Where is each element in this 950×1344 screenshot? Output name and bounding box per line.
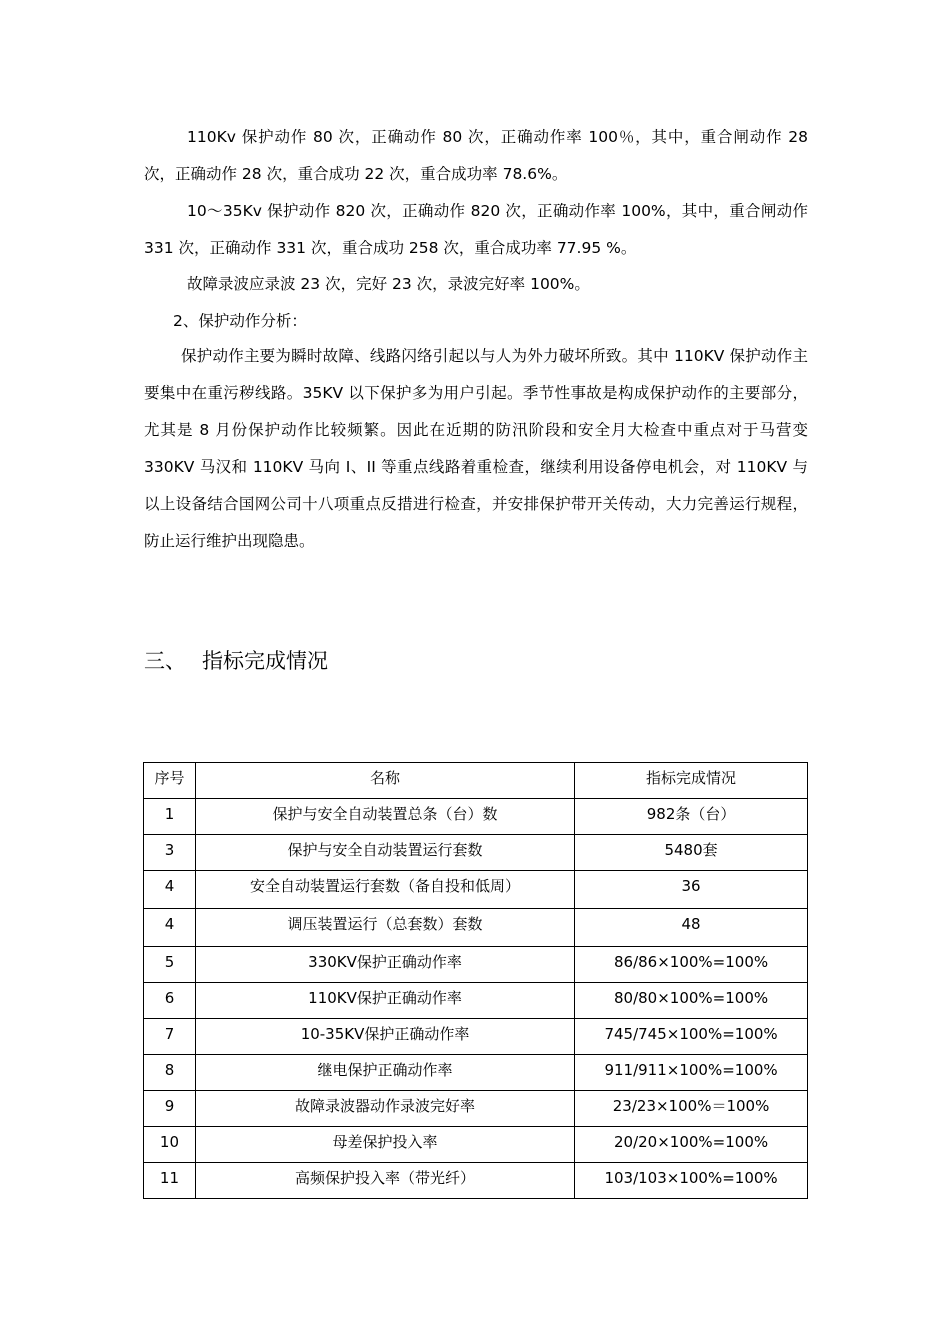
paragraph-10-35kv-stats: 10～35Kv 保护动作 820 次，正确动作 820 次，正确动作率 100%，其中，重合闸动作 331 次，正确动作 331 次，重合成功 258 次，重合成功率 77.95 %。 — [144, 202, 808, 257]
row-value: 982条（台） — [575, 799, 808, 835]
table-row — [144, 1163, 808, 1199]
row-value: 745/745×100%=100% — [575, 1019, 808, 1055]
section-number: 三、 — [144, 649, 186, 673]
row-name: 330KV保护正确动作率 — [195, 947, 574, 983]
header-index: 序号 — [144, 763, 196, 799]
row-name: 110KV保护正确动作率 — [195, 983, 574, 1019]
row-name: 故障录波器动作录波完好率 — [195, 1091, 574, 1127]
header-completion: 指标完成情况 — [575, 763, 808, 799]
section-heading — [144, 643, 328, 679]
table-row — [144, 909, 808, 947]
row-index: 10 — [144, 1127, 196, 1163]
row-name: 10-35KV保护正确动作率 — [195, 1019, 574, 1055]
table-row — [144, 1127, 808, 1163]
metrics-table — [143, 762, 808, 1199]
table-row — [144, 983, 808, 1019]
row-index: 9 — [144, 1091, 196, 1127]
row-name: 安全自动装置运行套数（备自投和低周） — [195, 871, 574, 909]
row-name: 高频保护投入率（带光纤） — [195, 1163, 574, 1199]
paragraph-fault-recording: 故障录波应录波 23 次，完好 23 次，录波完好率 100%。 — [187, 275, 590, 293]
row-value: 911/911×100%=100% — [575, 1055, 808, 1091]
row-name: 继电保护正确动作率 — [195, 1055, 574, 1091]
row-index: 11 — [144, 1163, 196, 1199]
row-index: 4 — [144, 909, 196, 947]
row-value: 48 — [575, 909, 808, 947]
row-value: 5480套 — [575, 835, 808, 871]
row-value: 23/23×100%＝100% — [575, 1091, 808, 1127]
table-header-row — [144, 763, 808, 799]
table-row — [144, 1055, 808, 1091]
subheading-protection-analysis: 2、保护动作分析： — [173, 312, 307, 330]
row-name: 调压装置运行（总套数）套数 — [195, 909, 574, 947]
row-name: 保护与安全自动装置总条（台）数 — [195, 799, 574, 835]
row-index: 3 — [144, 835, 196, 871]
row-index: 4 — [144, 871, 196, 909]
row-index: 8 — [144, 1055, 196, 1091]
row-name: 母差保护投入率 — [195, 1127, 574, 1163]
paragraph-110kv-stats: 110Kv 保护动作 80 次，正确动作 80 次，正确动作率 100％，其中，重合闸动作 28 次，正确动作 28 次，重合成功 22 次，重合成功率 78.6%。 — [144, 128, 808, 183]
row-index: 7 — [144, 1019, 196, 1055]
row-value: 36 — [575, 871, 808, 909]
row-value: 86/86×100%=100% — [575, 947, 808, 983]
table-row — [144, 1091, 808, 1127]
row-name: 保护与安全自动装置运行套数 — [195, 835, 574, 871]
row-value: 80/80×100%=100% — [575, 983, 808, 1019]
row-index: 6 — [144, 983, 196, 1019]
table-row — [144, 947, 808, 983]
header-name: 名称 — [195, 763, 574, 799]
row-value: 20/20×100%=100% — [575, 1127, 808, 1163]
row-index: 5 — [144, 947, 196, 983]
row-value: 103/103×100%=100% — [575, 1163, 808, 1199]
section-title: 指标完成情况 — [202, 649, 328, 673]
table-row — [144, 1019, 808, 1055]
table-row — [144, 871, 808, 909]
row-index: 1 — [144, 799, 196, 835]
table-row — [144, 835, 808, 871]
paragraph-protection-analysis: 保护动作主要为瞬时故障、线路闪络引起以与人为外力破坏所致。其中 110KV 保护动作主要集中在重污秽线路。35KV 以下保护多为用户引起。季节性事故是构成保护动作的主要部分，尤其是 8 月份保护动作比较频繁。因此在近期的防汛阶段和安全月大检查中重点对于马营变 330KV 马汉和 110KV 马向 I、II 等重点线路着重检查，继续利用设备停电机会，对 110KV 与以上设备结合国网公司十八项重点反措进行检查，并安排保护带开关传动，大力完善运行规程，防止运行维护出现隐患。 — [144, 347, 808, 550]
table-row — [144, 799, 808, 835]
